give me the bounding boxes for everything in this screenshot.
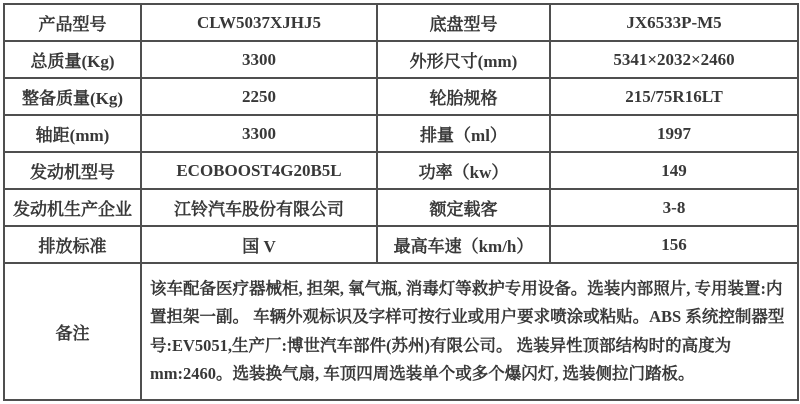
spec-label: 功率（kw） — [377, 152, 550, 189]
spec-label: 底盘型号 — [377, 4, 550, 41]
spec-value: 149 — [550, 152, 798, 189]
table-row — [4, 115, 798, 152]
remark-label: 备注 — [4, 263, 141, 400]
spec-label: 排放标准 — [4, 226, 141, 263]
spec-label: 最高车速（km/h） — [377, 226, 550, 263]
spec-value: 国 V — [141, 226, 377, 263]
vehicle-spec-table — [3, 3, 799, 401]
table-row — [4, 226, 798, 263]
table-row — [4, 189, 798, 226]
spec-label: 整备质量(Kg) — [4, 78, 141, 115]
spec-value: 215/75R16LT — [550, 78, 798, 115]
spec-label: 总质量(Kg) — [4, 41, 141, 78]
spec-label: 额定载客 — [377, 189, 550, 226]
spec-value: 2250 — [141, 78, 377, 115]
spec-value: 3-8 — [550, 189, 798, 226]
table-row — [4, 4, 798, 41]
spec-value: 3300 — [141, 115, 377, 152]
table-row — [4, 41, 798, 78]
spec-value: JX6533P-M5 — [550, 4, 798, 41]
spec-value: 江铃汽车股份有限公司 — [141, 189, 377, 226]
spec-value: ECOBOOST4G20B5L — [141, 152, 377, 189]
table-row — [4, 152, 798, 189]
remark-text: 该车配备医疗器械柜, 担架, 氧气瓶, 消毒灯等救护专用设备。选装内部照片, 专用装置:内置担架一副。 车辆外观标识及字样可按行业或用户要求喷涂或粘贴。ABS 系统控制器型号:EV5051,生产厂:博世汽车部件(苏州)有限公司。 选装异性顶部结构时的高度为 mm:2460。选装换气扇, 车顶四周选装单个或多个爆闪灯, 选装侧拉门踏板。 — [141, 263, 798, 400]
spec-label: 轮胎规格 — [377, 78, 550, 115]
table-row — [4, 78, 798, 115]
spec-value: 3300 — [141, 41, 377, 78]
spec-value: 5341×2032×2460 — [550, 41, 798, 78]
spec-label: 轴距(mm) — [4, 115, 141, 152]
remark-row — [4, 263, 798, 400]
spec-label: 排量（ml） — [377, 115, 550, 152]
spec-value: 156 — [550, 226, 798, 263]
spec-label: 产品型号 — [4, 4, 141, 41]
spec-label: 发动机生产企业 — [4, 189, 141, 226]
spec-label: 外形尺寸(mm) — [377, 41, 550, 78]
spec-value: CLW5037XJHJ5 — [141, 4, 377, 41]
spec-value: 1997 — [550, 115, 798, 152]
spec-label: 发动机型号 — [4, 152, 141, 189]
